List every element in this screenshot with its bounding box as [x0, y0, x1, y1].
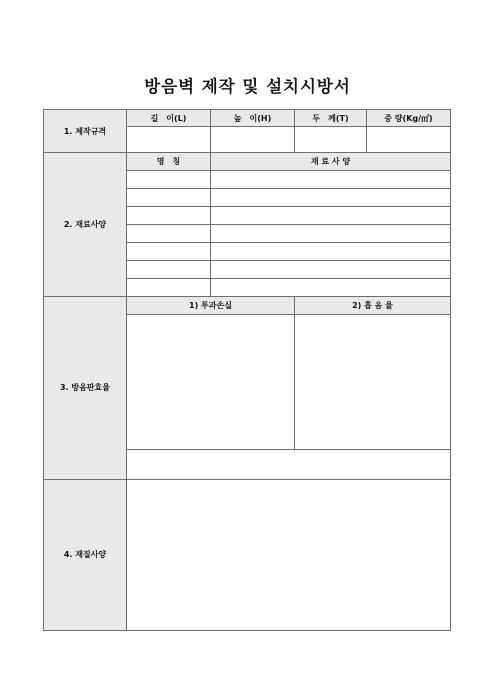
weight-header: 중 량(Kg/㎡) [367, 110, 451, 127]
material-name-cell[interactable] [127, 207, 211, 225]
weight-value-cell[interactable] [367, 127, 451, 153]
spec-form-table [43, 109, 451, 631]
transmission-loss-header: 1) 투과손실 [127, 297, 295, 315]
height-header: 높 이(H) [211, 110, 295, 127]
efficiency-note-cell[interactable] [127, 449, 451, 479]
material-name-cell[interactable] [127, 279, 211, 297]
material-name-cell[interactable] [127, 189, 211, 207]
absorption-rate-header: 2) 흡 음 율 [295, 297, 451, 315]
material-name-cell[interactable] [127, 243, 211, 261]
material-spec-header: 재 료 사 양 [211, 153, 451, 171]
length-header: 길 이(L) [127, 110, 211, 127]
material-spec-cell[interactable] [211, 261, 451, 279]
absorption-rate-area[interactable] [295, 315, 451, 449]
length-value-cell[interactable] [127, 127, 211, 153]
section-1-label: 1. 제작규격 [44, 110, 127, 153]
height-value-cell[interactable] [211, 127, 295, 153]
material-name-cell[interactable] [127, 225, 211, 243]
page-title: 방음벽 제작 및 설치시방서 [144, 77, 351, 96]
material-spec-cell[interactable] [211, 225, 451, 243]
material-name-cell[interactable] [127, 261, 211, 279]
section-2-label: 2. 재료사양 [44, 153, 127, 297]
material-spec-cell[interactable] [211, 189, 451, 207]
material-spec-cell[interactable] [211, 279, 451, 297]
material-spec-cell[interactable] [211, 171, 451, 189]
material-name-cell[interactable] [127, 171, 211, 189]
material-spec-cell[interactable] [211, 243, 451, 261]
transmission-loss-area[interactable] [127, 315, 295, 449]
material-quality-area[interactable] [127, 479, 451, 630]
thickness-header: 두 께(T) [295, 110, 367, 127]
material-spec-cell[interactable] [211, 207, 451, 225]
material-name-header: 명 칭 [127, 153, 211, 171]
section-3-label: 3. 방음판효율 [44, 297, 127, 479]
thickness-value-cell[interactable] [295, 127, 367, 153]
section-4-label: 4. 재질사양 [44, 479, 127, 630]
